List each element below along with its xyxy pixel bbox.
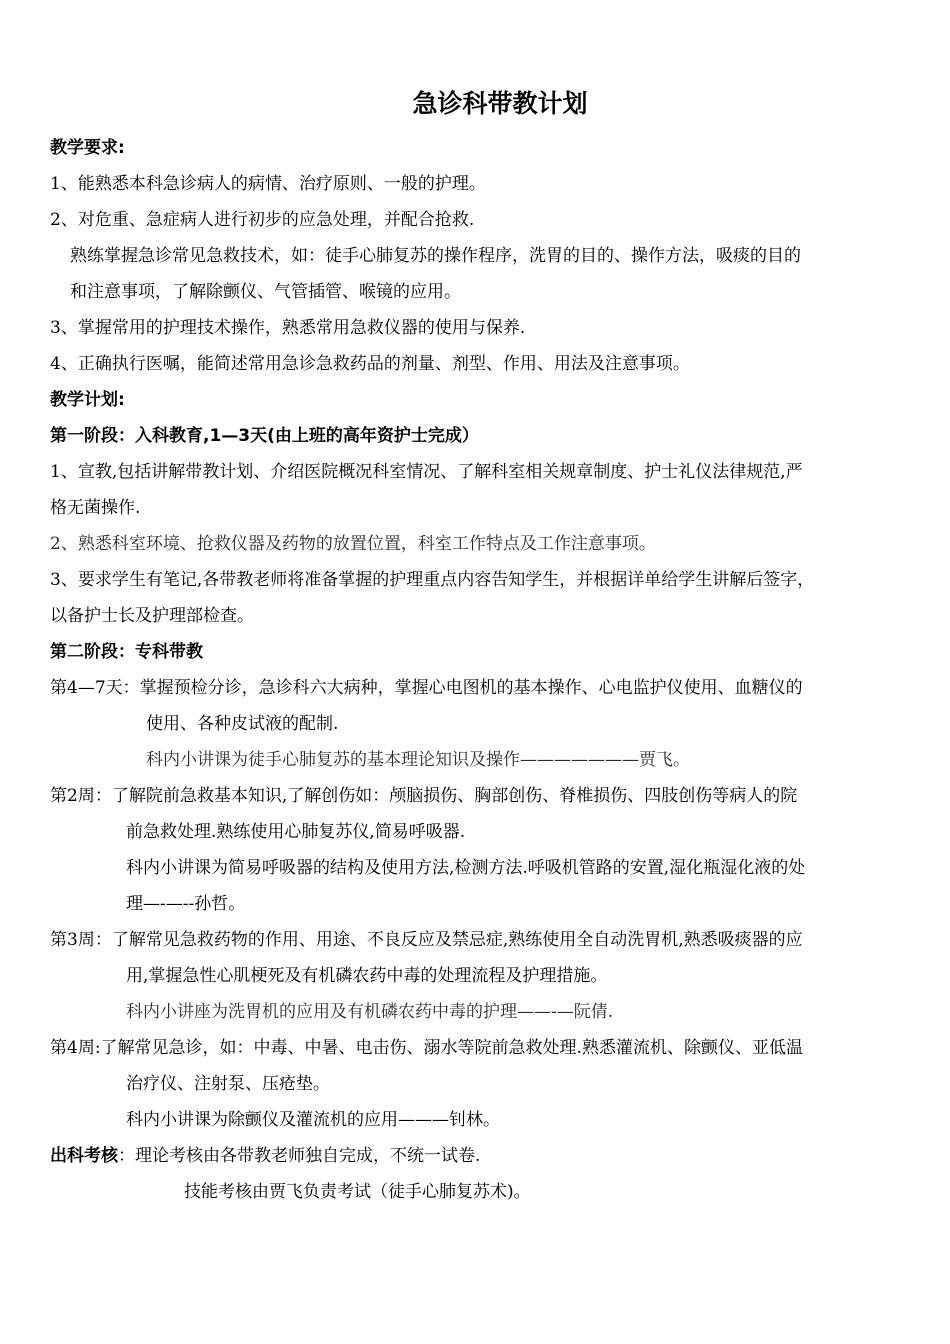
week-4-line: 治疗仪、注射泵、压疮垫。 xyxy=(126,1074,330,1094)
week-2-line: 理—-—--孙哲。 xyxy=(126,894,246,914)
week-3-line: 第3周：了解常见急救药物的作用、用途、不良反应及禁忌症,熟练使用全自动洗胃机,熟悉吸痰器的应 xyxy=(50,930,803,950)
exam-skill-line: 技能考核由贾飞负责考试（徒手心肺复苏术)。 xyxy=(184,1182,531,1202)
document-page xyxy=(50,86,910,1210)
requirement-line: 熟练掌握急诊常见急救技术，如：徒手心肺复苏的操作程序，洗胃的目的、操作方法，吸痰的目的 xyxy=(70,246,801,266)
stage1-line: 以备护士长及护理部检查。 xyxy=(50,606,254,626)
stage1-line: 格无菌操作. xyxy=(50,498,141,518)
week-3-line: 用,掌握急性心肌梗死及有机磷农药中毒的处理流程及护理措施。 xyxy=(126,966,608,986)
stage2-heading: 第二阶段：专科带教 xyxy=(50,642,203,662)
requirement-line: 4、正确执行医嘱，能简述常用急诊急救药品的剂量、剂型、作用、用法及注意事项。 xyxy=(50,354,690,374)
week-2-line: 前急救处理.熟练使用心肺复苏仪,简易呼吸器. xyxy=(126,822,466,842)
stage1-heading: 第一阶段：入科教育,1—3天(由上班的高年资护士完成） xyxy=(50,426,479,446)
week-3-line: 科内小讲座为洗胃机的应用及有机磷农药中毒的护理——-—阮倩. xyxy=(126,1002,614,1022)
stage1-line: 1、宣教,包括讲解带教计划、介绍医院概况科室情况、了解科室相关规章制度、护士礼仪法律规范,严 xyxy=(50,462,803,482)
requirement-line: 和注意事项，了解除颤仪、气管插管、喉镜的应用。 xyxy=(70,282,461,302)
exam-line xyxy=(50,1138,910,1174)
week-2-line: 科内小讲课为简易呼吸器的结构及使用方法,检测方法.呼吸机管路的安置,湿化瓶湿化液的处 xyxy=(126,858,806,878)
week-2-line: 第2周：了解院前急救基本知识,了解创伤如：颅脑损伤、胸部创伤、脊椎损伤、四肢创伤等病人的院 xyxy=(50,786,798,806)
requirement-line: 1、能熟悉本科急诊病人的病情、治疗原则、一般的护理。 xyxy=(50,174,486,194)
stage1-line: 2、熟悉科室环境、抢救仪器及药物的放置位置，科室工作特点及工作注意事项。 xyxy=(50,534,656,554)
requirements-heading: 教学要求: xyxy=(50,138,125,158)
stage1-line: 3、要求学生有笔记,各带教老师将准备掌握的护理重点内容告知学生，并根据详单给学生讲解后签字， xyxy=(50,570,815,590)
document-title: 急诊科带教计划 xyxy=(412,89,588,118)
days-4-7-line: 第4—7天：掌握预检分诊，急诊科六大病种，掌握心电图机的基本操作、心电监护仪使用、血糖仪的 xyxy=(50,678,803,698)
exam-label: 出科考核 xyxy=(50,1146,118,1166)
days-4-7-line: 科内小讲课为徒手心肺复苏的基本理论知识及操作———————贾飞。 xyxy=(146,750,690,770)
requirement-line: 3、掌握常用的护理技术操作，熟悉常用急救仪器的使用与保养. xyxy=(50,318,526,338)
requirement-line: 2、对危重、急症病人进行初步的应急处理，并配合抢救. xyxy=(50,210,475,230)
week-4-line: 第4周:了解常见急诊，如：中毒、中暑、电击伤、溺水等院前急救处理.熟悉灌流机、除颤仪、亚低温 xyxy=(50,1038,803,1058)
plan-heading: 教学计划: xyxy=(50,390,125,410)
week-4-line: 科内小讲课为除颤仪及灌流机的应用———钊林。 xyxy=(126,1110,500,1130)
exam-theory-text: ：理论考核由各带教老师独自完成，不统一试卷. xyxy=(118,1146,481,1166)
days-4-7-line: 使用、各种皮试液的配制. xyxy=(146,714,339,734)
